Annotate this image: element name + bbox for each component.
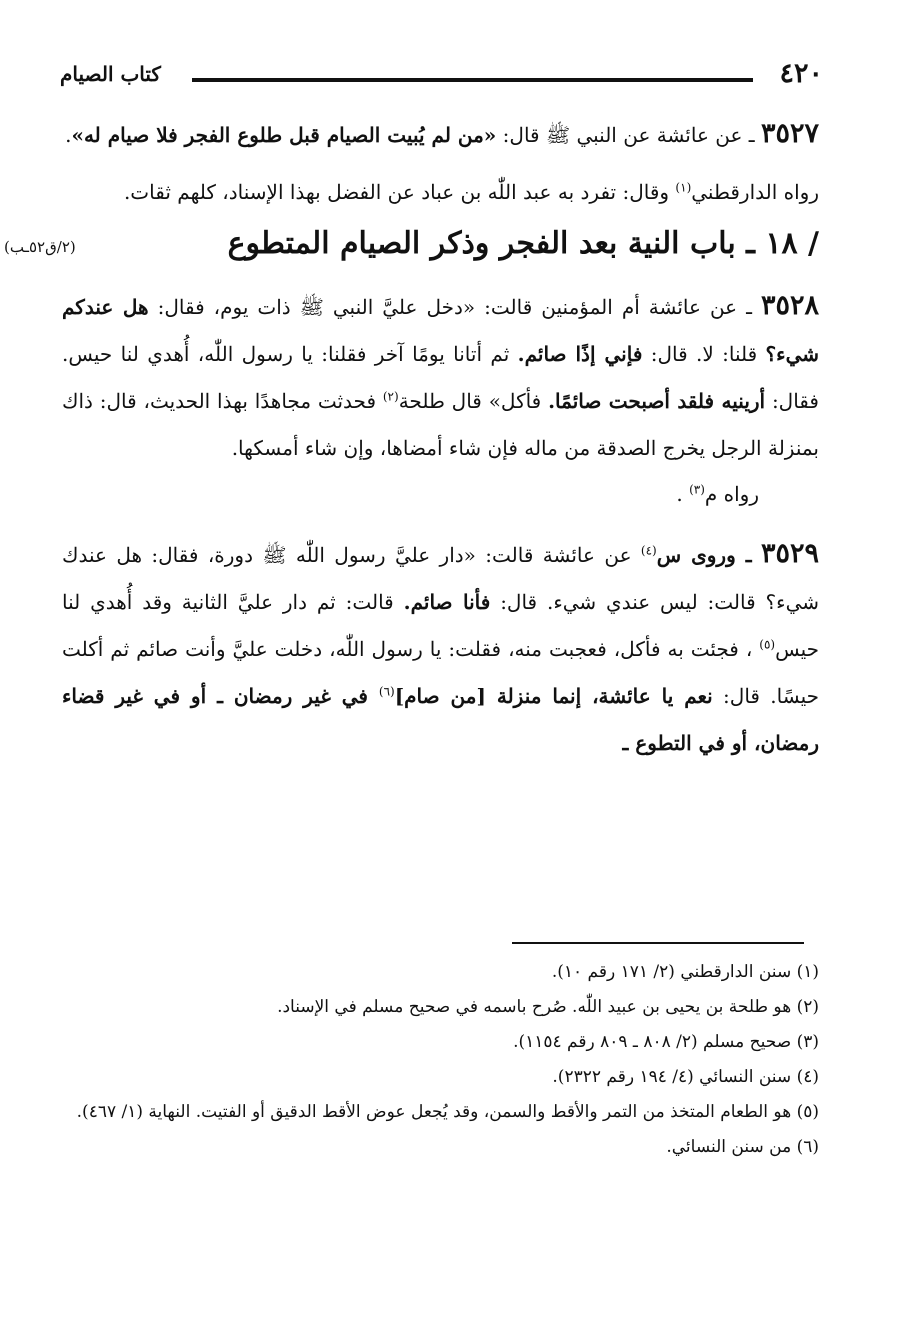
hadith-bold-text: أرينيه فلقد أصبحت صائمًا. — [548, 389, 766, 413]
narration-text: رواه م — [704, 482, 759, 506]
hadith-number: ٣٥٢٨ — [760, 290, 819, 321]
footnote-1: (١) سنن الدارقطني (٢/ ١٧١ رقم ١٠). — [551, 962, 819, 982]
hadith-3527 — [62, 110, 819, 159]
footnotes — [62, 955, 819, 1165]
footnote-5: (٥) هو الطعام المتخذ من التمر والأقط والسمن، وقد يُجعل عوض الأقط الدقيق أو الفتيت. النهاية (١/ ٤٦٧). — [76, 1102, 819, 1122]
footnote-ref: (٢) — [382, 389, 399, 404]
manuscript-marker: (٢/ق٥٢ـب) — [4, 238, 76, 256]
hadith-3528 — [62, 282, 819, 472]
hadith-3527-narration — [62, 169, 819, 216]
main-text — [4, 110, 820, 767]
footnote-4: (٤) سنن النسائي (٤/ ١٩٤ رقم ٢٣٢٢). — [552, 1067, 819, 1087]
footnote-ref: (٣) — [689, 482, 705, 497]
hadith-quote: «من لم يُبيت الصيام قبل طلوع الفجر فلا صيام له» — [71, 123, 497, 147]
hadith-text: هل عندك شيء؟ — [62, 543, 819, 614]
hadith-text: فحدثت مجاهدًا بهذا الحديث، قال: ذاك بمنزلة الرجل يخرج الصدقة من ماله فإن شاء أمضاها، وإن شاء أمسكها. — [62, 389, 819, 460]
hadith-text: قلنا: لا. قال: — [642, 342, 766, 366]
footnote-ref: (٦) — [378, 684, 395, 699]
hadith-intro: ـ عن عائشة عن النبي ﷺ قال: — [496, 123, 755, 147]
hadith-text: ثم أتانا يومًا آخر فقلنا: يا رسول اللّٰه، أُهدي لنا حيس. فقال: — [62, 342, 819, 413]
footnote-ref: (١) — [675, 180, 692, 195]
hadith-text: ـ وروى س — [656, 543, 752, 567]
chapter-title: / ١٨ ـ باب النية بعد الفجر وذكر الصيام المتطوع — [227, 226, 819, 261]
chapter-heading — [4, 220, 819, 282]
footnote-ref: (٤) — [640, 543, 657, 558]
hadith-bold-text: فأنا صائم. — [403, 590, 491, 614]
hadith-text: ـ عن عائشة أم المؤمنين قالت: «دخل عليَّ النبي ﷺ ذات يوم، فقال: — [148, 295, 752, 319]
hadith-bold-text: في غير رمضان ـ أو في غير قضاء رمضان، أو في التطوع ـ — [62, 684, 819, 755]
narration-text: . — [676, 482, 690, 506]
hadith-text: فأكل» قال طلحة — [398, 389, 549, 413]
footnote-ref: (٥) — [759, 637, 776, 652]
hadith-text: ، فجئت به فأكل، فعجبت منه، فقلت: يا رسول اللّٰه، دخلت عليَّ وأنت صائم ثم أكلت حيسًا. قال: — [62, 637, 819, 708]
page-number: ٤٢٠ — [779, 58, 823, 89]
footnote-separator — [512, 942, 804, 944]
hadith-3528-narration — [62, 472, 819, 516]
hadith-number: ٣٥٢٧ — [760, 118, 819, 149]
footnote-3: (٣) صحيح مسلم (٢/ ٨٠٨ ـ ٨٠٩ رقم ١١٥٤). — [513, 1032, 819, 1052]
footnote-6: (٦) من سنن النسائي. — [666, 1137, 819, 1157]
hadith-text: قالت: ليس عندي شيء. قال: — [490, 590, 766, 614]
page-header — [60, 58, 823, 98]
hadith-3529 — [62, 530, 819, 767]
hadith-text: عن عائشة قالت: «دار عليَّ رسول اللّٰه ﷺ دورة، فقال: — [142, 543, 641, 567]
hadith-bold-text: فإني إذًا صائم. — [517, 342, 643, 366]
hadith-text: قالت: ثم دار عليَّ الثانية وقد أُهدي لنا حيس — [62, 590, 819, 661]
hadith-bold-text: نعم يا عائشة، إنما منزلة [من صام] — [394, 684, 713, 708]
hadith-number: ٣٥٢٩ — [761, 538, 820, 569]
narration-text: وقال: تفرد به عبد اللّٰه بن عباد عن الفضل بهذا الإسناد، كلهم ثقات. — [123, 180, 676, 204]
hadith-end: . — [65, 123, 72, 147]
header-rule — [192, 78, 753, 82]
narration-text: رواه الدارقطني — [691, 180, 819, 204]
footnote-2: (٢) هو طلحة بن يحيى بن عبيد اللّٰه. صُرح باسمه في صحيح مسلم في الإسناد. — [277, 997, 819, 1017]
hadith-bold-text: هل عندكم شيء؟ — [62, 295, 819, 366]
book-title: كتاب الصيام — [60, 62, 161, 86]
